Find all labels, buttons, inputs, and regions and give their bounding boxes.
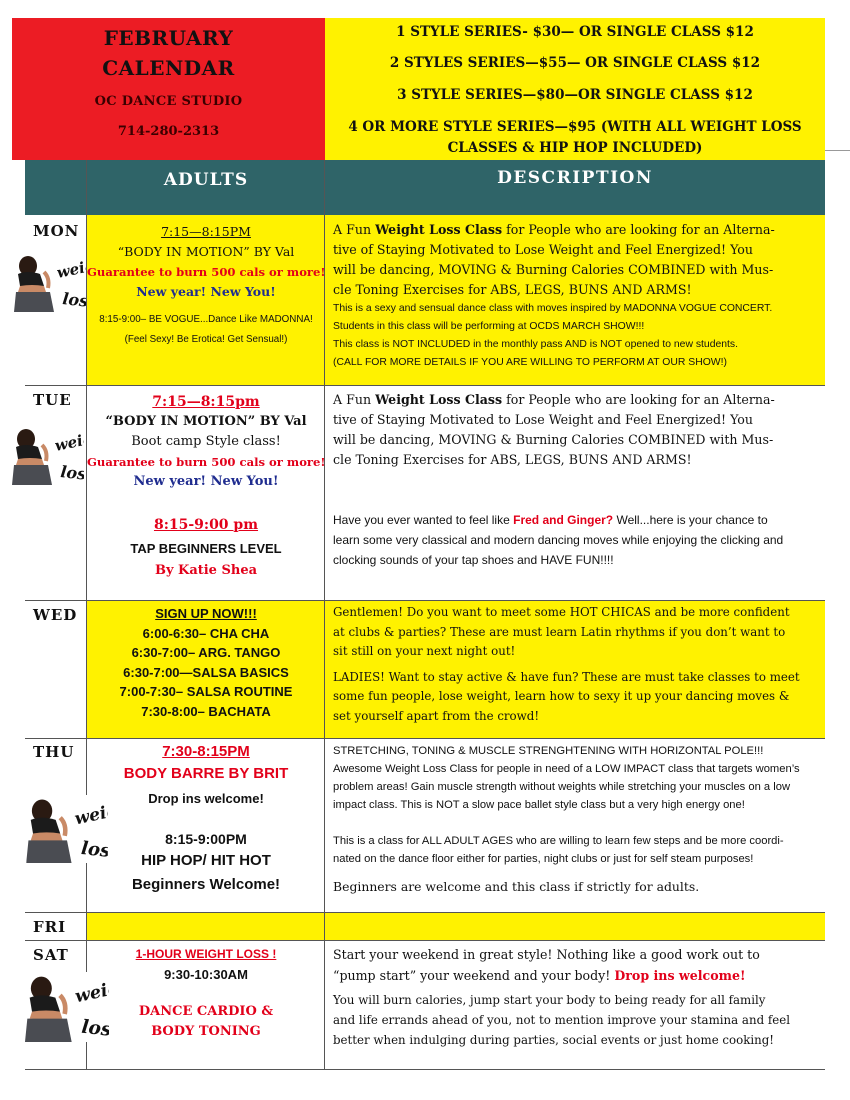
wed-signup: SIGN UP NOW!!!	[155, 606, 257, 621]
grid-line	[25, 600, 825, 601]
thu-adult-cell	[87, 742, 325, 897]
weight-loss-icon	[12, 425, 84, 485]
wed-class-item: 7:30-8:00– BACHATA	[141, 703, 271, 719]
text-line: and life errands ahead of you, not to mention improve your stamina and feel	[333, 1013, 790, 1027]
column-header-adults: ADULTS	[163, 170, 249, 190]
sat-adult-cell	[87, 944, 325, 1042]
weight-loss-icon	[14, 252, 86, 312]
text: “pump start” your weekend and your body!	[333, 968, 615, 983]
text-line: Awesome Weight Loss Class for people in need of a LOW IMPACT class that targets women’s	[333, 763, 800, 775]
wed-class-item: 6:00-6:30– CHA CHA	[142, 625, 270, 641]
text-line: cle Toning Exercises for ABS, LEGS, BUNS AND ARMS!	[333, 282, 692, 297]
thu-class-time: 7:30-8:15PM	[162, 743, 250, 760]
mon-class-time: 7:15—8:15PM	[161, 224, 251, 239]
wed-class-item: 6:30-7:00—SALSA BASICS	[123, 664, 289, 680]
mon-vogue-line1: 8:15-9:00– BE VOGUE...Dance Like MADONNA!	[99, 314, 313, 325]
text: A Fun	[333, 222, 376, 237]
wed-description	[333, 603, 821, 726]
tue-tap-time: 8:15-9:00 pm	[153, 517, 259, 533]
thu-hiphop-name: HIP HOP/ HIT HOT	[141, 852, 271, 869]
calendar-title-line2: CALENDAR	[102, 56, 235, 80]
tue-bootcamp: Boot camp Style class!	[131, 434, 281, 449]
text-line: You will burn calories, jump start your body to being ready for all family	[333, 993, 766, 1007]
day-label-mon: MON	[33, 222, 80, 240]
day-label-fri: FRI	[33, 918, 67, 936]
text: Have you ever wanted to feel like	[333, 513, 514, 527]
wed-class-item: 7:00-7:30– SALSA ROUTINE	[119, 684, 293, 699]
day-label-sat: SAT	[33, 946, 69, 964]
wed-adult-cell	[87, 604, 325, 721]
text-line: sit still on your next night out!	[333, 644, 516, 658]
divider	[825, 150, 850, 151]
thu-hiphop-time: 8:15-9:00PM	[165, 831, 247, 847]
text-line: This class is NOT INCLUDED in the monthly pass AND is NOT opened to new students.	[333, 339, 739, 350]
text-line: nated on the dance floor either for parties, night clubs or just for self steam purposes!	[333, 853, 754, 865]
mon-guarantee: Guarantee to burn 500 cals or more!	[87, 265, 326, 279]
text-bold: Weight Loss Class	[375, 222, 503, 237]
tue-new-you: New year! New You!	[133, 474, 279, 489]
tue-tap-name: TAP BEGINNERS LEVEL	[130, 541, 282, 556]
tue-tap-instructor: By Katie Shea	[154, 563, 258, 578]
text-line: cle Toning Exercises for ABS, LEGS, BUNS AND ARMS!	[333, 452, 692, 467]
text-line: tive of Staying Motivated to Lose Weight and Feel Energized! You	[333, 412, 753, 427]
tue-description	[333, 390, 821, 470]
text-line: set yourself apart from the crowd!	[333, 708, 540, 723]
day-label-thu: THU	[33, 743, 75, 761]
day-label-wed: WED	[33, 606, 78, 624]
sat-class-name-line1: DANCE CARDIO &	[138, 1004, 274, 1019]
thu-drop-ins: Drop ins welcome!	[148, 791, 264, 806]
mon-new-you: New year! New You!	[136, 284, 276, 299]
grid-line	[25, 738, 825, 739]
text-line: Beginners are welcome and this class if strictly for adults.	[333, 879, 700, 894]
text-line: LADIES! Want to stay active & have fun? These are must take classes to meet	[333, 669, 800, 684]
tue-tap-description	[333, 510, 821, 570]
thu-hiphop-welcome: Beginners Welcome!	[131, 876, 281, 893]
tue-guarantee: Guarantee to burn 500 cals or more!	[87, 455, 326, 469]
sat-description	[333, 944, 821, 1050]
grid-line	[25, 912, 825, 913]
sat-class-name-line2: BODY TONING	[151, 1024, 261, 1039]
text-line: better when indulging during parties, social events or just home cooking!	[333, 1033, 775, 1047]
price-2-styles: 2 STYLES SERIES—$55— OR SINGLE CLASS $12	[389, 55, 761, 71]
sat-class-time: 9:30-10:30AM	[164, 967, 248, 982]
text-line: Students in this class will be performing at OCDS MARCH SHOW!!!	[333, 321, 645, 332]
text-line: This is a class for ALL ADULT AGES who are willing to learn few steps and be more coordi-	[333, 835, 784, 847]
fri-bg	[87, 912, 825, 940]
text-line: clocking sounds of your tap shoes and HAVE FUN!!!!	[333, 553, 614, 567]
price-3-styles: 3 STYLE SERIES—$80—OR SINGLE CLASS $12	[397, 87, 753, 103]
text-line: Gentlemen! Do you want to meet some HOT CHICAS and be more confident	[333, 605, 790, 619]
text-line: Start your weekend in great style! Nothing like a good work out to	[333, 947, 760, 962]
tue-class-name: “BODY IN MOTION” BY Val	[105, 414, 307, 429]
text-line: This is a sexy and sensual dance class with moves inspired by MADONNA VOGUE CONCERT.	[333, 303, 773, 314]
thu-description	[333, 742, 821, 896]
tue-adult-cell	[87, 392, 325, 581]
grid-line	[25, 385, 825, 386]
calendar-title-line1: FEBRUARY	[103, 26, 234, 50]
grid-line	[25, 1069, 825, 1070]
text-bold: Weight Loss Class	[375, 392, 503, 407]
mon-vogue-line2: (Feel Sexy! Be Erotica! Get Sensual!)	[124, 334, 288, 345]
column-header-description: DESCRIPTION	[497, 168, 653, 188]
text-highlight: Drop ins welcome!	[614, 968, 746, 983]
grid-line	[25, 940, 825, 941]
text: A Fun	[333, 392, 376, 407]
text-line: at clubs & parties? These are must learn Latin rhythms if you don’t want to	[333, 624, 786, 639]
price-4-styles-cont: CLASSES & HIP HOP INCLUDED)	[447, 140, 703, 156]
thu-class-name: BODY BARRE BY BRIT	[123, 765, 289, 782]
text: for People who are looking for an Alterna-	[502, 392, 775, 407]
header-title-block	[12, 18, 325, 160]
text-line: some fun people, lose weight, learn how to sexy it up your dancing moves &	[333, 689, 790, 703]
mon-class-name: “BODY IN MOTION” BY Val	[117, 244, 295, 259]
text-line: will be dancing, MOVING & Burning Calories COMBINED with Mus-	[333, 432, 774, 447]
wed-class-item: 6:30-7:00– ARG. TANGO	[131, 645, 281, 660]
tue-class-time: 7:15—8:15pm	[152, 394, 260, 410]
text-line: impact class. This is NOT a slow pace ballet style class but a very high energy one!	[333, 799, 745, 811]
text-line: STRETCHING, TONING & MUSCLE STRENGHTENING WITH HORIZONTAL POLE!!!	[333, 745, 764, 757]
pricing-block	[325, 18, 825, 160]
sat-class-title: 1-HOUR WEIGHT LOSS !	[135, 947, 277, 961]
text: Well...here is your chance to	[613, 513, 768, 527]
studio-name: OC DANCE STUDIO	[94, 94, 243, 109]
text-line: problem areas! Gain muscle strength without weights while stretching your muscles on a low	[333, 781, 791, 793]
price-4-styles: 4 OR MORE STYLE SERIES—$95 (WITH ALL WEIGHT LOSS	[348, 119, 802, 135]
mon-description	[333, 220, 821, 372]
price-1-style: 1 STYLE SERIES- $30— OR SINGLE CLASS $12	[396, 24, 754, 40]
text-line: tive of Staying Motivated to Lose Weight and Feel Energized! You	[333, 242, 753, 257]
text: for People who are looking for an Alterna-	[502, 222, 775, 237]
day-label-tue: TUE	[33, 391, 72, 409]
text-line: (CALL FOR MORE DETAILS IF YOU ARE WILLING TO PERFORM AT OUR SHOW!)	[333, 357, 727, 368]
mon-adult-cell	[87, 222, 325, 350]
text-line: learn some very classical and modern dancing moves while enjoying the clicking and	[333, 533, 784, 547]
text-highlight: Fred and Ginger?	[513, 513, 614, 527]
text-line: will be dancing, MOVING & Burning Calories COMBINED with Mus-	[333, 262, 774, 277]
studio-phone: 714-280-2313	[117, 124, 220, 139]
